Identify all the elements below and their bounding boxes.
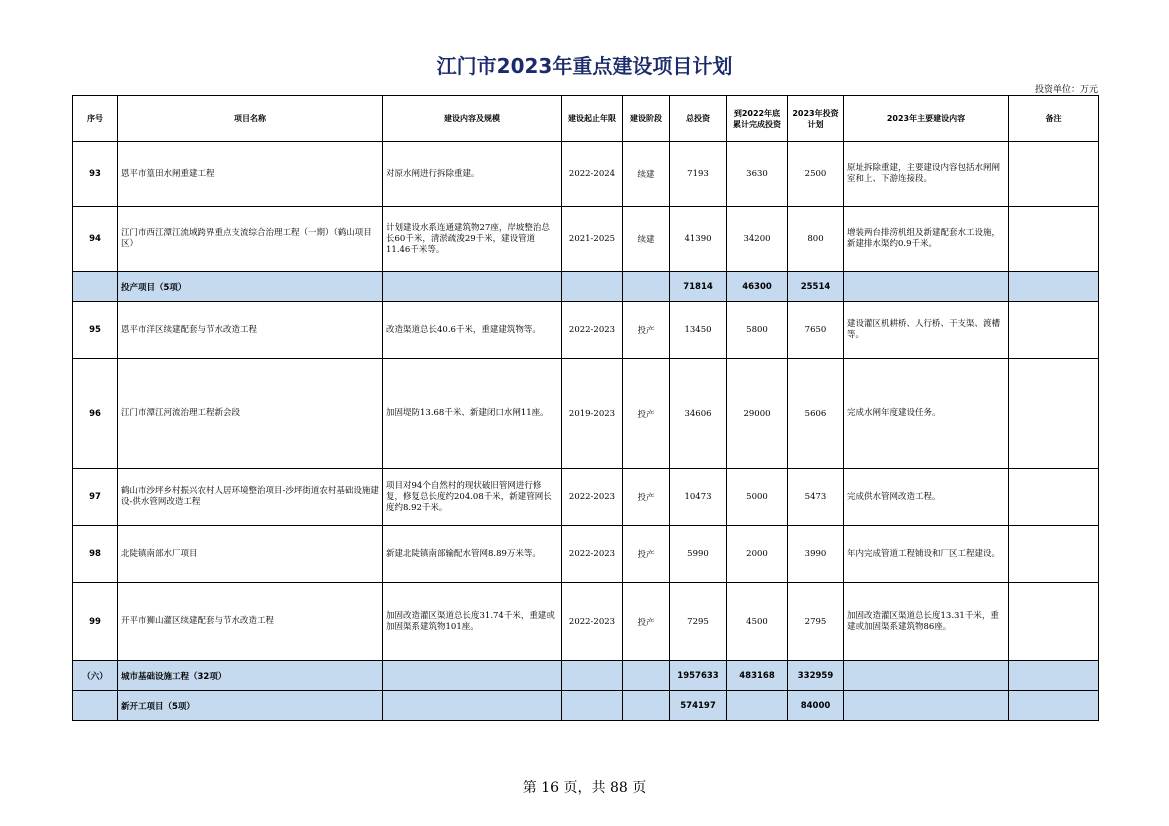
row-note	[1009, 142, 1099, 207]
summary-no	[73, 691, 118, 721]
row-no: 98	[73, 526, 118, 583]
summary-plan: 84000	[788, 691, 844, 721]
row-years: 2022-2023	[562, 302, 623, 359]
row-years: 2022-2023	[562, 469, 623, 526]
header-scope: 建设内容及规模	[383, 96, 562, 142]
row-note	[1009, 207, 1099, 272]
row-scope: 加固堤防13.68千米、新建闭口水闸11座。	[383, 359, 562, 469]
row-total: 7193	[670, 142, 727, 207]
summary-no	[73, 272, 118, 302]
row-note	[1009, 469, 1099, 526]
row-name: 恩平市洋区续建配套与节水改造工程	[118, 302, 383, 359]
row-content: 建设灌区机耕桥、人行桥、干支渠、渡槽等。	[844, 302, 1009, 359]
row-plan: 2795	[788, 583, 844, 661]
row-no: 99	[73, 583, 118, 661]
row-plan: 3990	[788, 526, 844, 583]
header-content: 2023年主要建设内容	[844, 96, 1009, 142]
row-years: 2022-2024	[562, 142, 623, 207]
table-row	[73, 526, 1099, 583]
summary-done: 46300	[727, 272, 788, 302]
summary-empty	[623, 272, 670, 302]
table-row	[73, 142, 1099, 207]
row-plan: 800	[788, 207, 844, 272]
table-row	[73, 583, 1099, 661]
header-plan: 2023年投资计划	[788, 96, 844, 142]
summary-total: 71814	[670, 272, 727, 302]
row-stage: 投产	[623, 526, 670, 583]
summary-row-touchan	[73, 272, 1099, 302]
row-scope: 计划建设水系连通建筑物27座，岸坡整治总长60千米，清淤疏浚29千米，建设管道11.46千米等。	[383, 207, 562, 272]
summary-empty	[562, 691, 623, 721]
summary-empty	[383, 691, 562, 721]
table-row	[73, 359, 1099, 469]
row-name: 开平市狮山灌区续建配套与节水改造工程	[118, 583, 383, 661]
row-done: 4500	[727, 583, 788, 661]
row-stage: 投产	[623, 469, 670, 526]
row-stage: 投产	[623, 359, 670, 469]
page-title: 江门市2023年重点建设项目计划	[436, 54, 733, 78]
row-done: 3630	[727, 142, 788, 207]
summary-empty	[562, 272, 623, 302]
summary-empty	[844, 272, 1009, 302]
row-scope: 改造渠道总长40.6千米，重建建筑物等。	[383, 302, 562, 359]
header-total: 总投资	[670, 96, 727, 142]
summary-plan: 25514	[788, 272, 844, 302]
row-no: 93	[73, 142, 118, 207]
summary-total: 574197	[670, 691, 727, 721]
row-years: 2022-2023	[562, 583, 623, 661]
row-name: 北陡镇南部水厂项目	[118, 526, 383, 583]
row-years: 2022-2023	[562, 526, 623, 583]
table-row	[73, 207, 1099, 272]
page-footer: 第 16 页，共 88 页	[522, 780, 647, 796]
project-table	[72, 95, 1099, 721]
row-total: 41390	[670, 207, 727, 272]
summary-name: 投产项目（5项）	[118, 272, 383, 302]
row-no: 96	[73, 359, 118, 469]
table-row	[73, 302, 1099, 359]
row-total: 5990	[670, 526, 727, 583]
header-done: 到2022年底累计完成投资	[727, 96, 788, 142]
summary-plan: 332959	[788, 661, 844, 691]
row-scope: 项目对94个自然村的现状破旧管网进行修复，修复总长度约204.08千米，新建管网长度约8.92千米。	[383, 469, 562, 526]
row-total: 7295	[670, 583, 727, 661]
row-content: 增装两台排涝机组及新建配套水工设施，新建排水渠约0.9千米。	[844, 207, 1009, 272]
row-no: 95	[73, 302, 118, 359]
row-years: 2019-2023	[562, 359, 623, 469]
summary-total: 1957633	[670, 661, 727, 691]
table-row	[73, 469, 1099, 526]
row-content: 年内完成管道工程铺设和厂区工程建设。	[844, 526, 1009, 583]
row-content: 加固改造灌区渠道总长度13.31千米，重建或加固渠系建筑物86座。	[844, 583, 1009, 661]
summary-row-xinkai	[73, 691, 1099, 721]
row-done: 5800	[727, 302, 788, 359]
summary-name: 新开工项目（5项）	[118, 691, 383, 721]
row-no: 97	[73, 469, 118, 526]
summary-empty	[623, 661, 670, 691]
summary-empty	[1009, 691, 1099, 721]
row-content: 原址拆除重建，主要建设内容包括水闸闸室和上、下游连接段。	[844, 142, 1009, 207]
row-name: 江门市潭江河流治理工程新会段	[118, 359, 383, 469]
header-note: 备注	[1009, 96, 1099, 142]
row-years: 2021-2025	[562, 207, 623, 272]
row-stage: 续建	[623, 142, 670, 207]
header-stage: 建设阶段	[623, 96, 670, 142]
row-done: 34200	[727, 207, 788, 272]
header-name: 项目名称	[118, 96, 383, 142]
row-stage: 续建	[623, 207, 670, 272]
row-scope: 新建北陡镇南部输配水管网8.89万米等。	[383, 526, 562, 583]
row-done: 2000	[727, 526, 788, 583]
summary-done	[727, 691, 788, 721]
row-plan: 7650	[788, 302, 844, 359]
row-plan: 2500	[788, 142, 844, 207]
row-plan: 5473	[788, 469, 844, 526]
row-done: 29000	[727, 359, 788, 469]
row-name: 鹤山市沙坪乡村振兴农村人居环境整治项目-沙坪街道农村基础设施建设-供水管网改造工程	[118, 469, 383, 526]
row-content: 完成水闸年度建设任务。	[844, 359, 1009, 469]
row-note	[1009, 583, 1099, 661]
header-years: 建设起止年限	[562, 96, 623, 142]
row-done: 5000	[727, 469, 788, 526]
row-name: 恩平市篁田水闸重建工程	[118, 142, 383, 207]
row-name: 江门市西江潭江流域跨界重点支流综合治理工程（一期）（鹤山项目区）	[118, 207, 383, 272]
row-no: 94	[73, 207, 118, 272]
summary-empty	[562, 661, 623, 691]
investment-unit: 投资单位：万元	[1034, 85, 1098, 95]
row-plan: 5606	[788, 359, 844, 469]
row-total: 13450	[670, 302, 727, 359]
summary-empty	[383, 272, 562, 302]
header-no: 序号	[73, 96, 118, 142]
summary-name: 城市基础设施工程（32项）	[118, 661, 383, 691]
row-note	[1009, 359, 1099, 469]
summary-empty	[383, 661, 562, 691]
summary-done: 483168	[727, 661, 788, 691]
row-content: 完成供水管网改造工程。	[844, 469, 1009, 526]
header-row	[73, 96, 1099, 142]
row-total: 34606	[670, 359, 727, 469]
summary-empty	[1009, 272, 1099, 302]
summary-empty	[844, 661, 1009, 691]
row-note	[1009, 302, 1099, 359]
summary-no: （六）	[73, 661, 118, 691]
summary-empty	[1009, 661, 1099, 691]
row-total: 10473	[670, 469, 727, 526]
row-scope: 对原水闸进行拆除重建。	[383, 142, 562, 207]
row-note	[1009, 526, 1099, 583]
row-stage: 投产	[623, 583, 670, 661]
summary-empty	[844, 691, 1009, 721]
row-stage: 投产	[623, 302, 670, 359]
summary-row-chengshi	[73, 661, 1099, 691]
summary-empty	[623, 691, 670, 721]
row-scope: 加固改造灌区渠道总长度31.74千米，重建或加固渠系建筑物101座。	[383, 583, 562, 661]
